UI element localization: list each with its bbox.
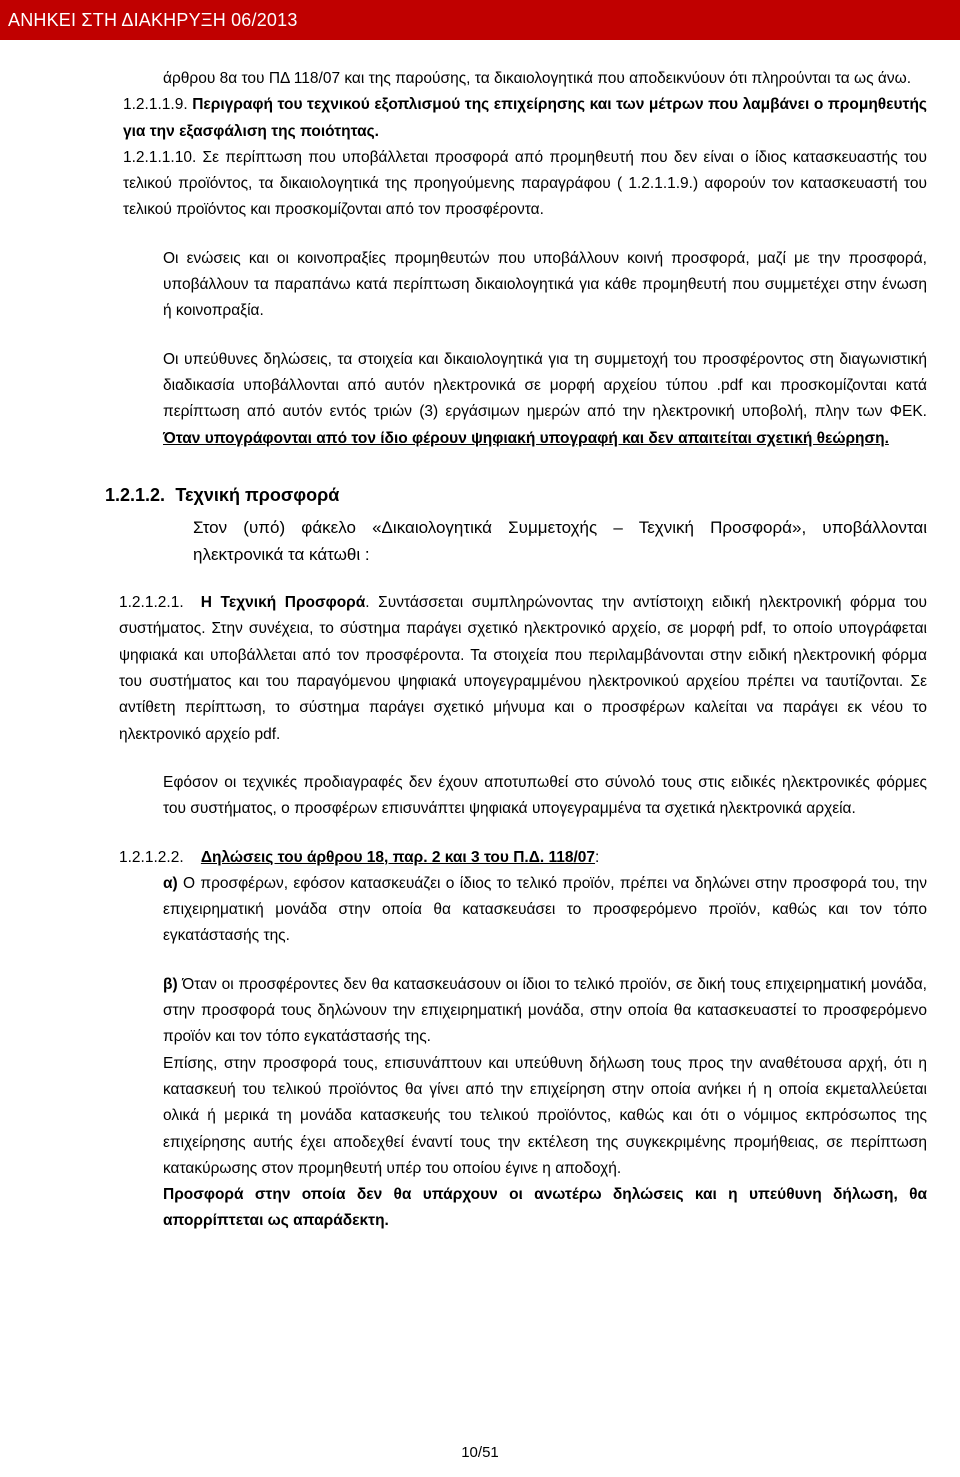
item-title: Δηλώσεις του άρθρου 18, παρ. 2 και 3 του Π.Δ. 118/07: [200, 848, 596, 866]
item-b: [163, 972, 927, 1051]
clause-text: Σε περίπτωση που υποβάλλεται προσφορά από προμηθευτή που δεν είναι ο ίδιος κατασκευαστής του τελικού προϊόντος, τα δικαιολογητικά της προηγούμενης παραγράφου ( 1.2.1.1.9.) αφορούν τον κατασκευαστή του τελικού προϊόντος και προσκομίζονται από τον προσφέροντα.: [123, 148, 927, 219]
clause-1-2-1-1-9: [123, 92, 927, 145]
item-extra: Εφόσον οι τεχνικές προδιαγραφές δεν έχουν αποτυπωθεί στο σύνολό τους στις ειδικές ηλεκτρονικές φόρμες του συστήματος, ο προσφέρων επισυνάπτει ψηφιακά υπογεγραμμένα τα σχετικά ηλεκτρονικά αρχεία.: [163, 773, 927, 818]
paragraph-continuation: άρθρου 8α του ΠΔ 118/07 και της παρούσης, τα δικαιολογητικά που αποδεικνύουν ότι πληρούνται τα ως άνω.: [163, 70, 912, 87]
paragraph-declarations: [163, 347, 927, 452]
section-title: Τεχνική προσφορά: [175, 484, 340, 505]
item-a-label: α): [163, 874, 178, 892]
clause-number: 1.2.1.1.9.: [123, 96, 188, 114]
section-1-2-1-2: [105, 482, 927, 510]
item-b-extra: Επίσης, στην προσφορά τους, επισυνάπτουν και υπεύθυνη δήλωση τους προς την αναθέτουσα αρχή, ότι η κατασκευή του τελικού προϊόντος θα γίνει από την επιχείρηση στην οποία ανήκει ή η οποία εκμεταλλεύεται ολικά ή μερικά τη μονάδα κατασκευής του τελικού προϊόντος, καθώς και ότι ο νόμιμος εκπρόσωπος της επιχείρησης αυτής έχει αποδεχθεί έναντί τους την εκτέλεση της συγκεκριμένης προμήθειας, σε περίπτωση κατακύρωσης στον προμηθευτή υπέρ του οποίου έγινε η αποδοχή.: [163, 1054, 927, 1177]
declarations-text: Οι υπεύθυνες δηλώσεις, τα στοιχεία και δικαιολογητικά για τη συμμετοχή του προσφέροντος στη διαγωνιστική διαδικασία υποβάλλονται από αυτόν ηλεκτρονικά σε μορφή αρχείου τύπου .pdf και προσκομίζονται κατά περίπτωση από αυτόν εντός τριών (3) εργάσιμων ημερών από την ηλεκτρονική υποβολή, πλην των ΦΕΚ.: [163, 350, 927, 421]
item-final-bold: Προσφορά στην οποία δεν θα υπάρχουν οι ανωτέρω δηλώσεις και η υπεύθυνη δήλωση, θα απορρίπτεται ως απαράδεκτη.: [163, 1186, 927, 1230]
item-1-2-1-2-2: [119, 845, 927, 1235]
item-b-text: Όταν οι προσφέροντες δεν θα κατασκευάσουν οι ίδιοι το τελικό προϊόν, σε δική τους επιχειρηματική μονάδα, στην προσφορά τους δηλώνουν την επιχειρηματική μονάδα, στην οποία θα κατασκευαστεί το προσφερόμενο προϊόν και τον τόπο εγκατάστασής της.: [163, 975, 927, 1046]
item-title: Η Τεχνική Προσφορά: [200, 594, 366, 612]
item-colon: :: [595, 848, 600, 866]
item-number: 1.2.1.2.2.: [119, 848, 184, 866]
section-number: 1.2.1.2.: [105, 484, 166, 505]
paragraph-unions: Οι ενώσεις και οι κοινοπραξίες προμηθευτών που υποβάλλουν κοινή προσφορά, μαζί με την προσφορά, υποβάλλουν τα παραπάνω κατά περίπτωση δικαιολογητικά για κάθε προμηθευτή που συμμετέχει στην ένωση ή κοινοπραξία.: [163, 249, 927, 320]
document-banner: ΑΝΗΚΕΙ ΣΤΗ ΔΙΑΚΗΡΥΞΗ 06/2013: [0, 0, 960, 40]
item-1-2-1-2-1: [119, 590, 927, 822]
item-a: [163, 871, 927, 950]
clause-1-2-1-1-10: [123, 145, 927, 224]
item-a-text: Ο προσφέρων, εφόσον κατασκευάζει ο ίδιος το τελικό προϊόν, πρέπει να δηλώνει στην προσφορά του, την επιχειρηματική μονάδα στην οποία θα κατασκευάσει το προσφερόμενο προϊόν, καθώς και τον τόπο εγκατάστασής της.: [163, 874, 927, 945]
page-number: 10/51: [461, 1444, 499, 1461]
section-intro: Στον (υπό) φάκελο «Δικαιολογητικά Συμμετοχής – Τεχνική Προσφορά», υποβάλλονται ηλεκτρονικά τα κάτωθι :: [193, 518, 927, 565]
clause-text: Περιγραφή του τεχνικού εξοπλισμού της επιχείρησης και των μέτρων που λαμβάνει ο προμηθευτής για την εξασφάλιση της ποιότητας.: [123, 96, 927, 140]
item-b-label: β): [163, 975, 178, 993]
document-body: [105, 66, 927, 1235]
item-text: . Συντάσσεται συμπληρώνοντας την αντίστοιχη ειδική ηλεκτρονική φόρμα του συστήματος. Στην συνέχεια, το σύστημα παράγει σχετικό ηλεκτρονικό αρχείο, σε μορφή pdf, το οποίο υπογράφεται ψηφιακά και υποβάλλεται από τον προσφέροντα. Τα στοιχεία που περιλαμβάνονται στην ειδική ηλεκτρονική φόρμα του συστήματος και του παραγόμενου ψηφιακά υπογεγραμμένου ηλεκτρονικού αρχείου πρέπει να ταυτίζονται. Σε αντίθετη περίπτωση, το σύστημα παράγει σχετικό μήνυμα και ο προσφέρων καλείται να παράγει εκ νέου το ηλεκτρονικό αρχείο pdf.: [119, 594, 927, 743]
item-number: 1.2.1.2.1.: [119, 594, 184, 612]
clause-number: 1.2.1.1.10.: [123, 148, 197, 166]
declarations-emphasis: Όταν υπογράφονται από τον ίδιο φέρουν ψηφιακή υπογραφή και δεν απαιτείται σχετική θεώρηση.: [163, 429, 889, 447]
